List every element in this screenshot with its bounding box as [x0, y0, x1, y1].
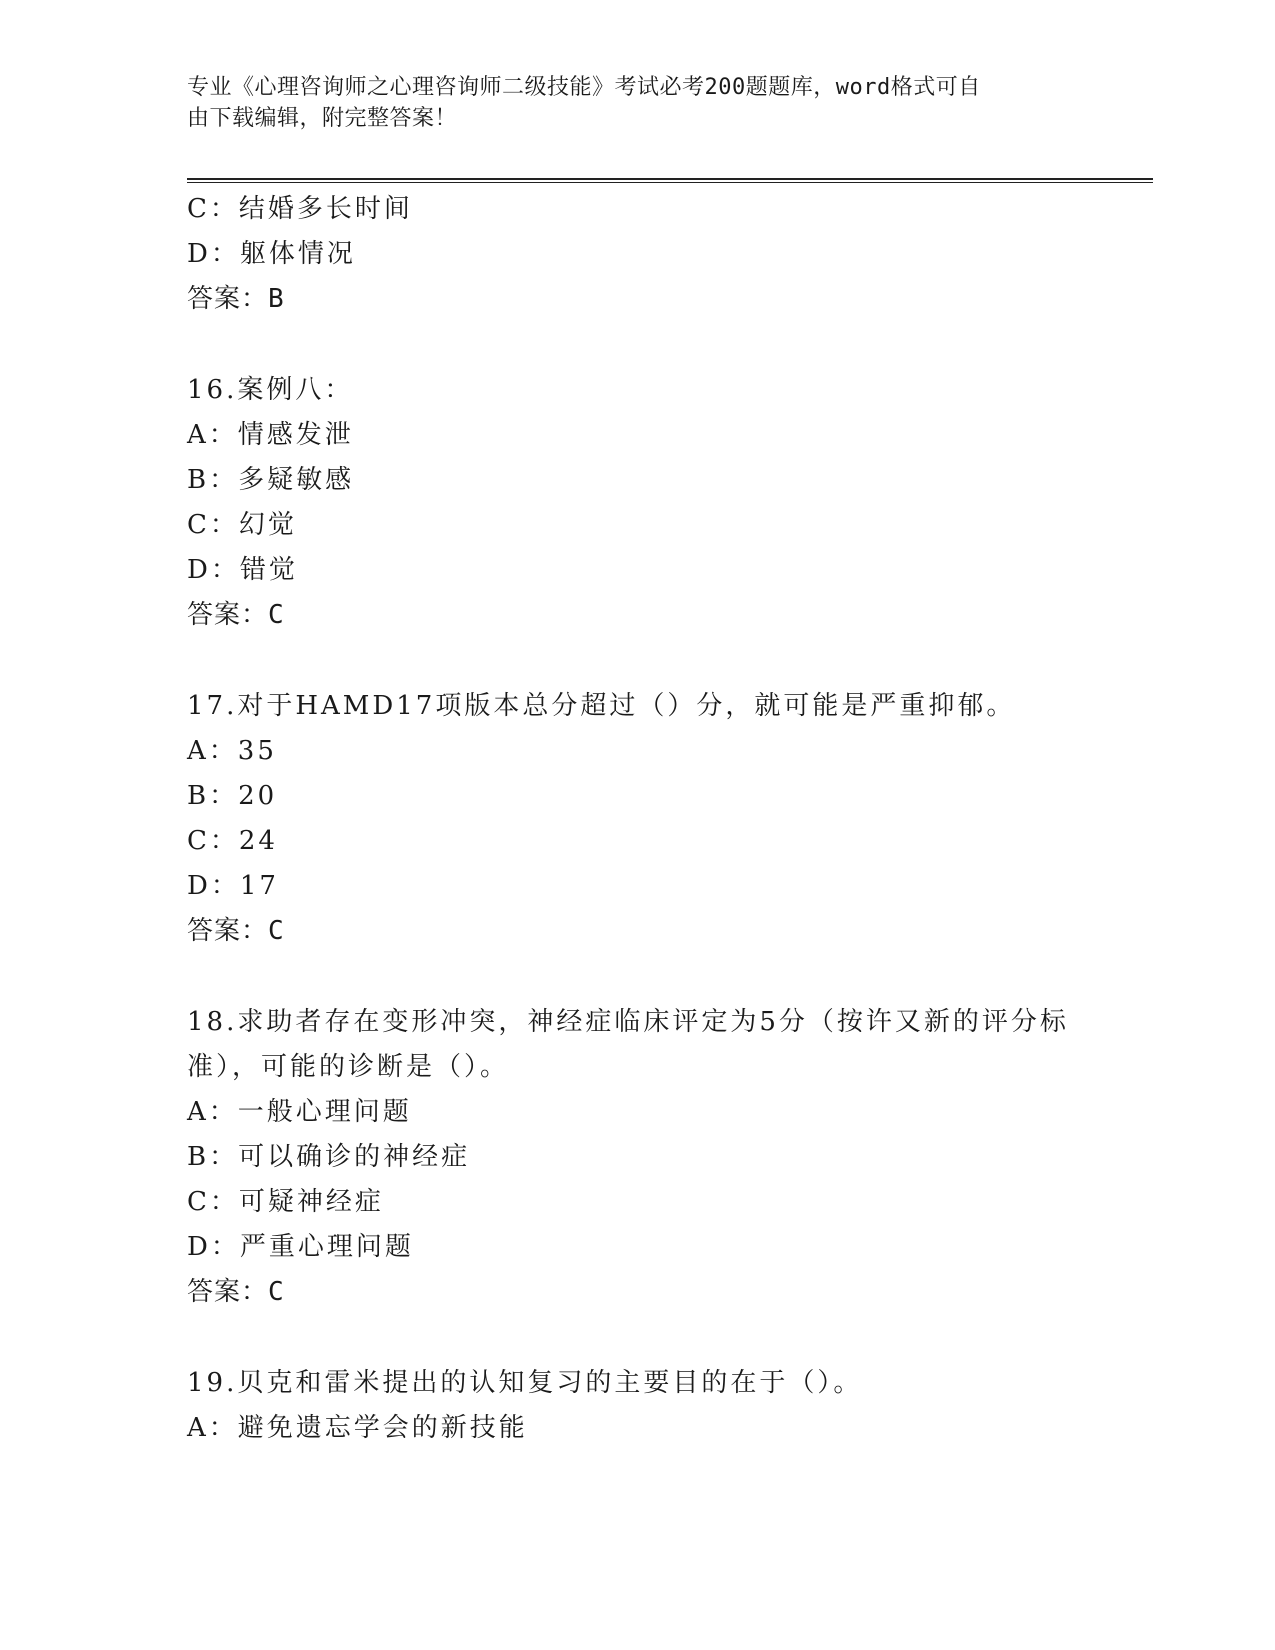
question-16-option-a: A：情感发泄: [187, 420, 354, 450]
header-line-2: 由下载编辑，附完整答案！: [187, 106, 458, 131]
header-line-1: 专业《心理咨询师之心理咨询师二级技能》考试必考200题题库，word格式可自: [187, 75, 981, 100]
question-17-option-d: D：17: [187, 871, 279, 901]
question-17-option-b: B：20: [187, 781, 278, 811]
question-16-stem: 16.案例八：: [187, 375, 354, 405]
question-19-stem: 19.贝克和雷米提出的认知复习的主要目的在于（）。: [187, 1368, 863, 1398]
question-17-stem: 17.对于HAMD17项版本总分超过（）分，就可能是严重抑郁。: [187, 691, 1016, 721]
question-17-answer: 答案：C: [187, 916, 285, 946]
question-16-option-c: C：幻觉: [187, 510, 297, 540]
prev-answer: 答案：B: [187, 284, 285, 314]
question-18-option-c: C：可疑神经症: [187, 1187, 384, 1217]
question-17-option-a: A：35: [187, 736, 277, 766]
question-16-option-d: D：错觉: [187, 555, 298, 585]
question-16-option-b: B：多疑敏感: [187, 465, 355, 495]
header-divider-thin: [187, 182, 1153, 183]
question-18-stem-line-1: 18.求助者存在变形冲突，神经症临床评定为5分（按许又新的评分标: [187, 1007, 1069, 1037]
question-17-option-c: C：24: [187, 826, 278, 856]
question-18-answer: 答案：C: [187, 1277, 285, 1307]
prev-option-d: D：躯体情况: [187, 239, 356, 269]
prev-option-c: C：结婚多长时间: [187, 194, 413, 224]
question-18-option-a: A：一般心理问题: [187, 1097, 412, 1127]
document-header: [187, 72, 1067, 134]
question-19-option-a: A：避免遗忘学会的新技能: [187, 1413, 528, 1443]
question-18-option-d: D：严重心理问题: [187, 1232, 414, 1262]
question-16-answer: 答案：C: [187, 600, 285, 630]
question-18-stem-line-2: 准），可能的诊断是（）。: [187, 1052, 510, 1082]
question-18-option-b: B：可以确诊的神经症: [187, 1142, 471, 1172]
header-divider-thick: [187, 178, 1153, 180]
